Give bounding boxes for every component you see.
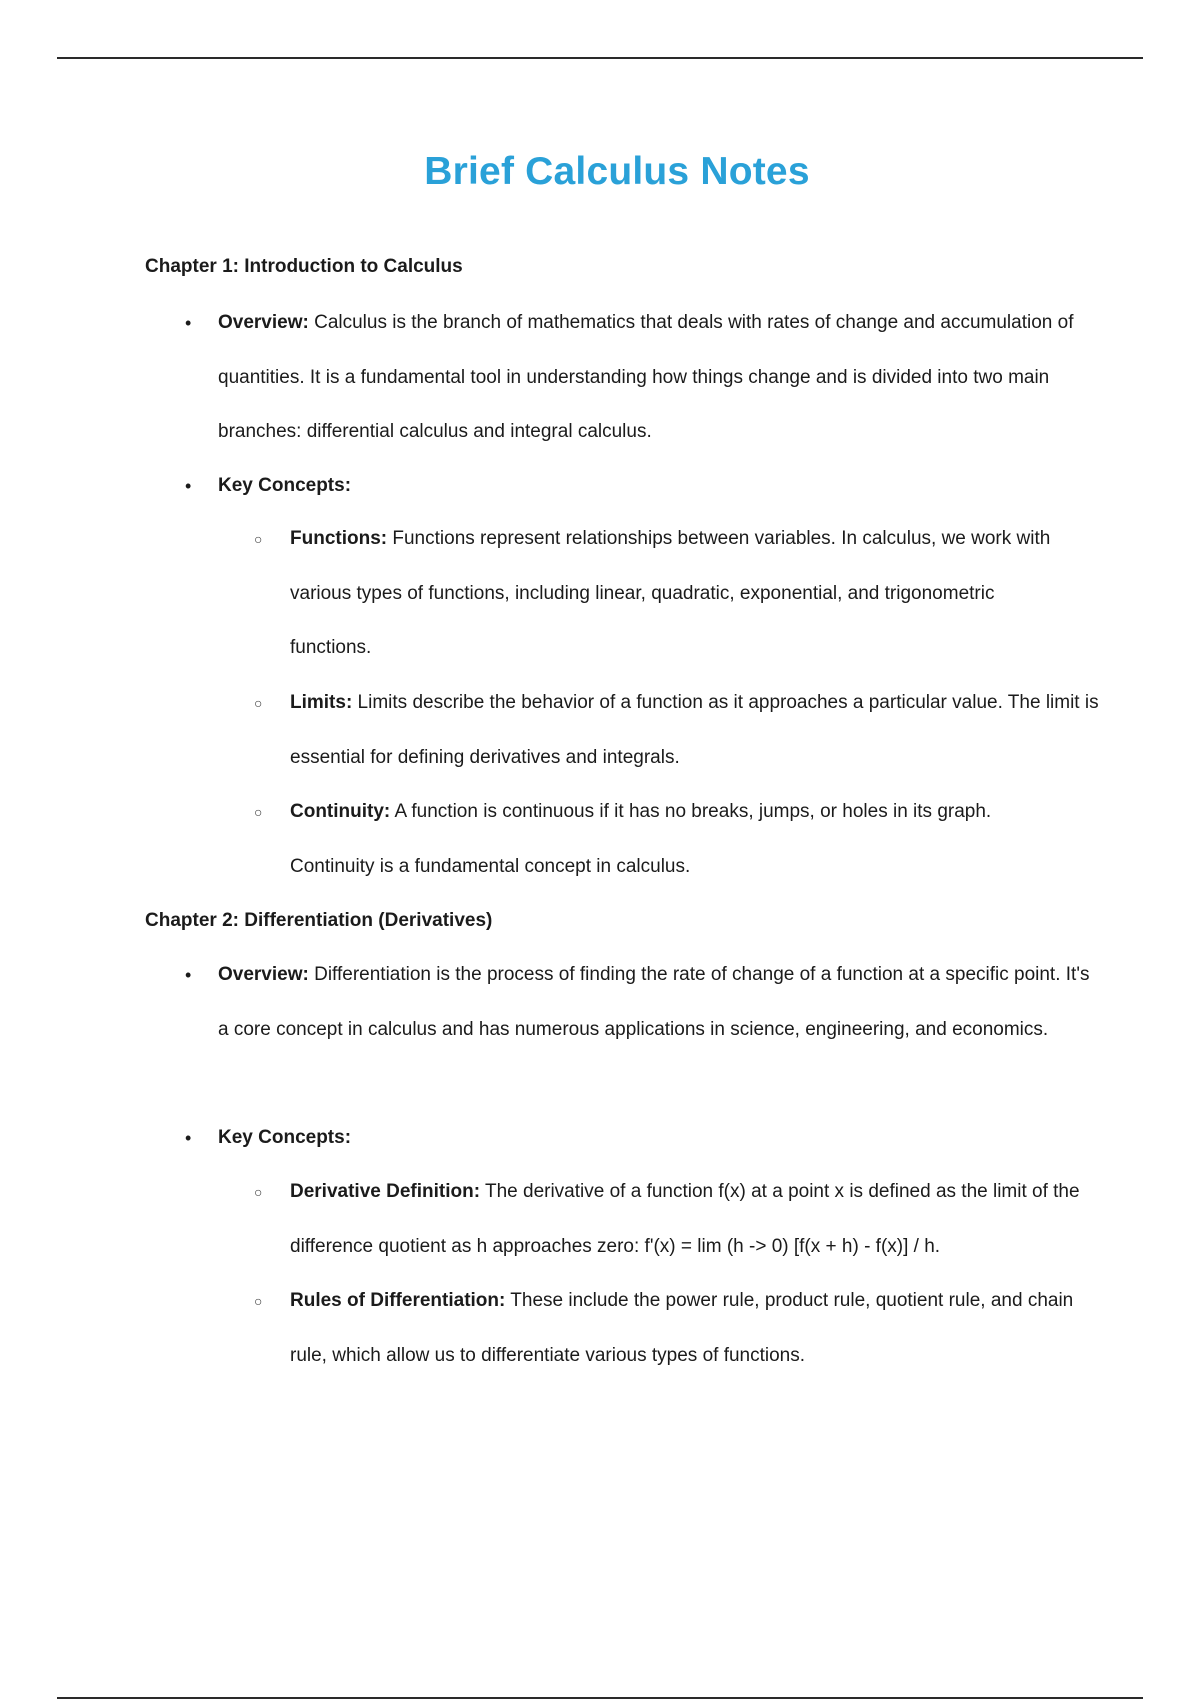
key-concepts-label: Key Concepts: bbox=[218, 1127, 352, 1148]
concept-limits bbox=[254, 676, 1100, 785]
concept-text: Limits describe the behavior of a function as it approaches a particular value. The limit is essential for defining derivatives and integrals. bbox=[290, 692, 1099, 768]
circle-bullet-icon: ○ bbox=[254, 1184, 263, 1200]
disc-bullet-icon: • bbox=[185, 313, 192, 333]
document-title: Brief Calculus Notes bbox=[424, 150, 810, 193]
concept-label: Functions: bbox=[290, 528, 388, 549]
overview-label: Overview: bbox=[218, 312, 309, 333]
disc-bullet-icon: • bbox=[185, 476, 192, 496]
disc-bullet-icon: • bbox=[185, 1128, 192, 1148]
concept-label: Derivative Definition: bbox=[290, 1181, 481, 1202]
concept-rules-of-differentiation bbox=[254, 1274, 1100, 1383]
overview-label: Overview: bbox=[218, 964, 309, 985]
chapter-1-key-concepts bbox=[185, 459, 1098, 514]
concept-text: A function is continuous if it has no breaks, jumps, or holes in its graph. Continuity is a fundamental concept in calculus. bbox=[290, 801, 992, 877]
chapter-2-overview bbox=[185, 948, 1098, 1057]
disc-bullet-icon: • bbox=[185, 965, 192, 985]
circle-bullet-icon: ○ bbox=[254, 531, 263, 547]
circle-bullet-icon: ○ bbox=[254, 695, 263, 711]
concept-label: Rules of Differentiation: bbox=[290, 1290, 506, 1311]
concept-text: Functions represent relationships between variables. In calculus, we work with various types of functions, including linear, quadratic, exponential, and trigonometric functions. bbox=[290, 528, 1051, 658]
key-concepts-label: Key Concepts: bbox=[218, 475, 352, 496]
footer-rule bbox=[57, 1697, 1143, 1699]
chapter-2-key-concepts bbox=[185, 1111, 1098, 1166]
circle-bullet-icon: ○ bbox=[254, 1293, 263, 1309]
concept-label: Limits: bbox=[290, 692, 353, 713]
overview-text: Calculus is the branch of mathematics that deals with rates of change and accumulation of quantities. It is a fundamental tool in understanding how things change and is divided into two main branches: differential calculus and integral calculus. bbox=[218, 312, 1074, 442]
header-rule bbox=[57, 57, 1143, 59]
concept-label: Continuity: bbox=[290, 801, 391, 822]
circle-bullet-icon: ○ bbox=[254, 804, 263, 820]
concept-text: These include the power rule, product rule, quotient rule, and chain rule, which allow us to differentiate various types of functions. bbox=[290, 1290, 1074, 1366]
chapter-1-overview bbox=[185, 296, 1098, 460]
concept-continuity bbox=[254, 785, 1100, 894]
concept-derivative-definition bbox=[254, 1165, 1100, 1274]
chapter-1-heading: Chapter 1: Introduction to Calculus bbox=[145, 256, 463, 277]
chapter-2-heading: Chapter 2: Differentiation (Derivatives) bbox=[145, 910, 493, 931]
concept-text: The derivative of a function f(x) at a point x is defined as the limit of the difference quotient as h approaches zero: f'(x) = lim (h -> 0) [f(x + h) - f(x)] / h. bbox=[290, 1181, 1080, 1257]
concept-functions bbox=[254, 512, 1100, 676]
overview-text: Differentiation is the process of finding the rate of change of a function at a specific point. It's a core concept in calculus and has numerous applications in science, engineering, and economics. bbox=[218, 964, 1090, 1040]
